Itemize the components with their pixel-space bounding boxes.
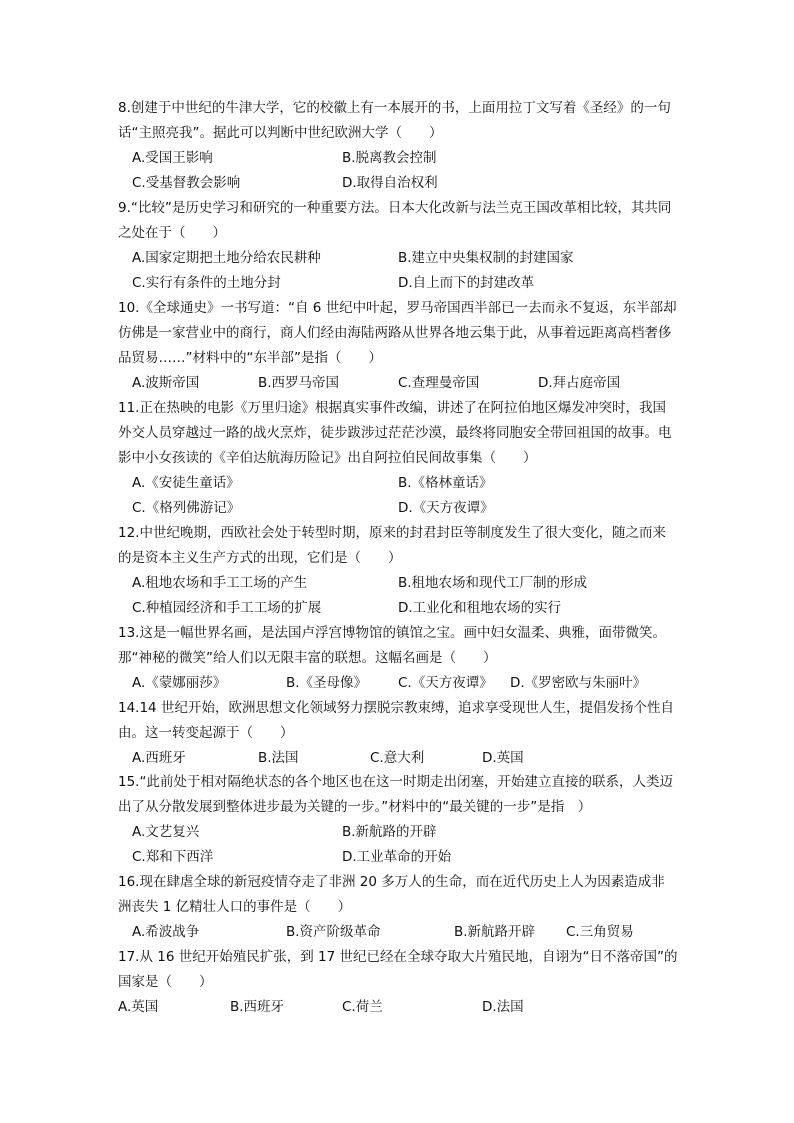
option-a: A.希波战争 — [132, 923, 200, 940]
option-row — [118, 171, 678, 196]
question-stem: 8.创建于中世纪的牛津大学，它的校徽上有一本展开的书，上面用拉丁文写着《圣经》的一句话“主照亮我”。据此可以判断中世纪欧洲大学（ ） — [118, 100, 671, 141]
question-stem: 10.《全球通史》一书写道：“自 6 世纪中叶起，罗马帝国西半部已一去而永不复返，东半部却仿佛是一家营业中的商行，商人们经由海陆两路从世界各地云集于此，从事着远距离高档奢侈品贸易……”材料中的“东半部”是指（ ） — [118, 300, 677, 366]
option-d: D.工业化和租地农场的实行 — [398, 599, 562, 616]
option-d: D.拜占庭帝国 — [538, 374, 621, 391]
option-row — [118, 995, 678, 1020]
question-stem: 12.中世纪晚期，西欧社会处于转型时期，原来的封君封臣等制度发生了很大变化，随之而来的是资本主义生产方式的出现，它们是（ ） — [118, 525, 666, 566]
option-d: D.自上而下的封建改革 — [398, 274, 535, 291]
option-row — [118, 820, 678, 845]
option-c: C.种植园经济和手工工场的扩展 — [132, 599, 322, 616]
question-stem: 11.正在热映的电影《万里归途》根据真实事件改编，讲述了在阿拉伯地区爆发冲突时，我国外交人员穿越过一路的战火烹炸，徒步跋涉过茫茫沙漠，最终将同胞安全带回祖国的故事。电影中小女孩读的《辛伯达航海历险记》出自阿拉伯民间故事集（ ） — [118, 400, 672, 466]
option-a: A.租地农场和手工工场的产生 — [132, 574, 308, 591]
option-b: B.《圣母像》 — [286, 674, 368, 691]
option-b: B.脱离教会控制 — [342, 149, 437, 166]
question-stem: 15.“此前处于相对隔绝状态的各个地区也在这一时期走出闭塞，开始建立直接的联系，人类迈出了从分散发展到整体进步最为关键的一步。”材料中的“最关键的一步”是指 ） — [118, 774, 673, 815]
option-a: A.英国 — [118, 998, 159, 1015]
option-row — [118, 845, 678, 870]
option-d: D.法国 — [482, 998, 524, 1015]
option-b: B.新航路的开辟 — [342, 823, 437, 840]
option-c: C.受基督教会影响 — [132, 174, 241, 191]
option-b: B.租地农场和现代工厂制的形成 — [398, 574, 588, 591]
option-row — [118, 496, 678, 521]
option-row — [118, 596, 678, 621]
option-row — [118, 271, 678, 296]
option-d: D.《罗密欧与朱丽叶》 — [510, 674, 647, 691]
option-row — [118, 671, 678, 696]
question-stem: 13.这是一幅世界名画，是法国卢浮宫博物馆的镇馆之宝。画中妇女温柔、典雅，面带微笑。那“神秘的微笑”给人们以无限丰富的联想。这幅名画是（ ） — [118, 625, 666, 666]
option-c: C.意大利 — [370, 749, 425, 766]
option-d: D.英国 — [482, 749, 524, 766]
option-a: A.西班牙 — [132, 749, 186, 766]
option-c: C.《天方夜谭》 — [398, 674, 493, 691]
option-row — [118, 571, 678, 596]
option-row — [118, 471, 678, 496]
question-17 — [118, 945, 678, 1020]
option-d: D.工业革命的开始 — [342, 848, 452, 865]
option-row — [118, 246, 678, 271]
option-row — [118, 146, 678, 171]
option-c: C.郑和下西洋 — [132, 848, 214, 865]
option-c: C.实行有条件的土地分封 — [132, 274, 281, 291]
question-stem: 14.14 世纪开始，欧洲思想文化领域努力摆脱宗教束缚，追求享受现世人生，提倡发扬个性自由。这一转变起源于（ ） — [118, 700, 674, 741]
option-a: A.文艺复兴 — [132, 823, 200, 840]
option-c: C.荷兰 — [342, 998, 383, 1015]
question-16 — [118, 870, 678, 945]
option-row — [118, 746, 678, 771]
question-14 — [118, 696, 678, 771]
question-stem: 16.现在肆虐全球的新冠疫情夺走了非洲 20 多万人的生命，而在近代历史上人为因素造成非洲丧失 1 亿精壮人口的事件是（ ） — [118, 874, 665, 915]
question-stem: 17.从 16 世纪开始殖民扩张，到 17 世纪已经在全球夺取大片殖民地，自诩为“日不落帝国”的国家是（ ） — [118, 949, 678, 990]
option-a: A.受国王影响 — [132, 149, 213, 166]
option-b: B.西班牙 — [230, 998, 285, 1015]
option-b: B.资产阶级革命 — [286, 923, 381, 940]
option-b: B.西罗马帝国 — [258, 374, 340, 391]
option-b: B.法国 — [258, 749, 299, 766]
question-12 — [118, 521, 678, 621]
option-c: B.新航路开辟 — [454, 923, 536, 940]
option-row — [118, 371, 678, 396]
option-a: A.波斯帝国 — [132, 374, 200, 391]
question-8 — [118, 96, 678, 196]
question-stem: 9.“比较”是历史学习和研究的一种重要方法。日本大化改新与法兰克王国改革相比较，其共同之处在于（ ） — [118, 200, 672, 241]
option-row — [118, 920, 678, 945]
option-d: C.三角贸易 — [566, 923, 634, 940]
question-15 — [118, 770, 678, 870]
question-13 — [118, 621, 678, 696]
question-11 — [118, 396, 678, 521]
option-c: C.《格列佛游记》 — [132, 499, 241, 516]
option-a: A.《蒙娜丽莎》 — [132, 674, 227, 691]
option-c: C.查理曼帝国 — [398, 374, 480, 391]
option-d: D.取得自治权利 — [342, 174, 438, 191]
option-b: B.《格林童话》 — [398, 474, 493, 491]
question-10 — [118, 296, 678, 396]
option-b: B.建立中央集权制的封建国家 — [398, 249, 574, 266]
question-9 — [118, 196, 678, 296]
option-a: A.《安徒生童话》 — [132, 474, 240, 491]
option-a: A.国家定期把土地分给农民耕种 — [132, 249, 321, 266]
option-d: D.《天方夜谭》 — [398, 499, 494, 516]
